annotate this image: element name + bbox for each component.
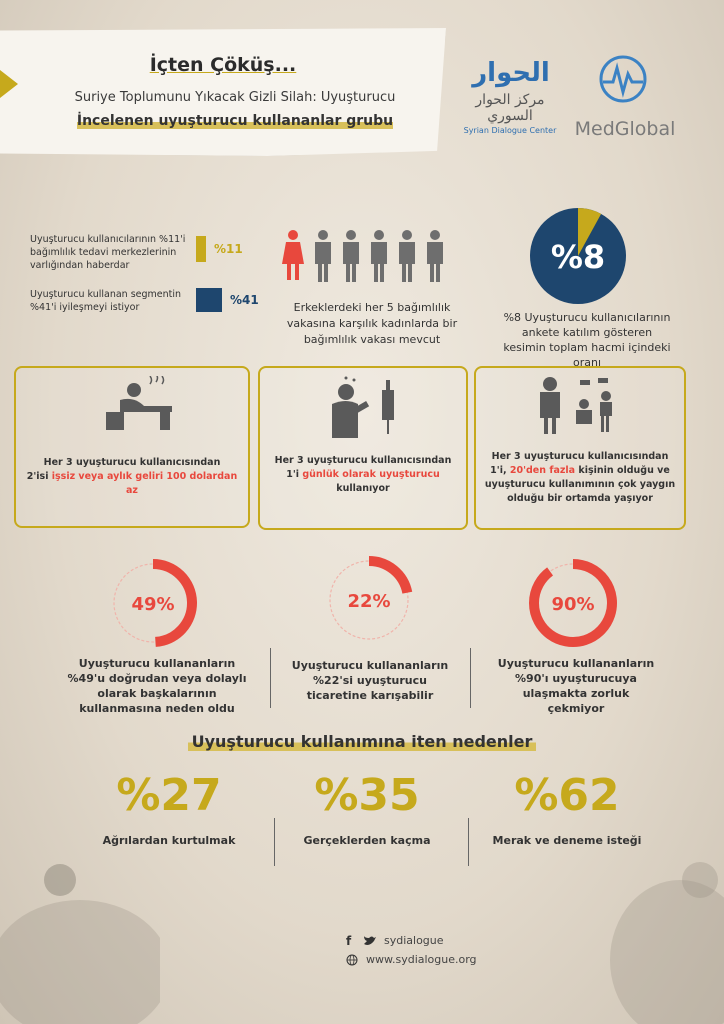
woman-icon [282,230,304,280]
reason-1-value: %27 [116,770,222,821]
man-icon-4 [399,230,415,282]
donut-22-text: Uyuşturucu kullananların %22'si uyuşturucu ticaretine karışabilir [291,659,449,702]
group-of-people-icon [536,374,626,436]
box-environment [474,366,686,530]
medglobal-name: MedGlobal [574,118,676,140]
box3-post: kişinin olduğu ve uyuşturucu kullanımının çok yaygın olduğu bir ortamda yaşıyor [484,465,676,504]
reason-2-value: %35 [314,770,420,821]
divider [468,818,469,866]
treatment-value: %11 [214,242,243,256]
recovery-value: %41 [230,293,259,307]
sdc-name: Syrian Dialogue Center [463,126,557,135]
sdc-logo: الحوار [472,58,550,88]
recovery-wish-text: Uyuşturucu kullanan segmentin %41'i iyileşmeyi istiyor [30,289,182,313]
donut-22-label: 22% [347,591,391,612]
reasons-title-text: Uyuşturucu kullanımına iten nedenler [188,732,537,751]
donut-90-label: 90% [551,594,595,615]
social-handle[interactable]: sydialogue [384,934,444,947]
box-daily-use [258,366,468,530]
recovery-bar [196,288,222,312]
survey-pie-chart [530,208,626,304]
man-icon-5 [427,230,443,282]
man-icon-1 [315,230,331,282]
donut-49-label: 49% [131,594,175,615]
man-icon-2 [343,230,359,282]
gender-ratio-text: Erkeklerdeki her 5 bağımlılık vakasına karşılık kadınlarda bir bağımlılık vakası mevcut [286,301,458,346]
box2-post: kullanıyor [336,483,390,494]
donut-22 [324,555,414,645]
box3-pre: Her 3 uyuşturucu kullanıcısından [491,451,669,462]
person-with-syringe-icon [324,374,404,438]
reason-3-value: %62 [514,770,620,821]
reason-2-label: Gerçeklerden kaçma [303,834,431,847]
treatment-awareness-text: Uyuşturucu kullanıcılarının %11'i bağımlılık tedavi merkezlerinin varlığından haberdar [30,234,186,271]
box2-highlight: günlük olarak uyuşturucu [302,469,440,480]
twitter-icon[interactable] [364,936,376,946]
gender-people-icons [280,228,460,288]
background-photo-left [0,830,160,1024]
reason-3-label: Merak ve deneme isteği [492,834,642,847]
donut-49-text: Uyuşturucu kullananların %49'u doğrudan veya dolaylı olarak başkalarının kullanmasına neden oldu [67,657,247,715]
divider [270,648,271,708]
donut-90-text: Uyuşturucu kullananların %90'ı uyuşturucuya ulaşmakta zorluk çekmiyor [497,657,655,715]
sdc-arabic-name: مركز الحوار السوري [475,92,545,124]
subtitle-highlight-text: İncelenen uyuşturucu kullananlar grubu [76,113,394,129]
man-icon-3 [371,230,387,282]
treatment-bar [196,236,206,262]
reasons-title [0,732,724,751]
pie-label: %8 [550,238,606,276]
box2-pre: Her 3 uyuşturucu kullanıcısından [274,455,452,466]
page-subtitle-highlight [30,113,440,129]
website-link[interactable]: www.sydialogue.org [366,953,477,966]
donut-49 [108,558,198,648]
page-subtitle: Suriye Toplumunu Yıkacak Gizli Silah: Uyuşturucu [74,90,396,105]
box-unemployed [14,366,250,528]
donut-22-arc [369,561,407,593]
facebook-icon[interactable]: f [346,934,352,948]
medglobal-logo-icon [598,54,648,104]
box3-mid: 1'i, [490,465,510,476]
box1-pre: Her 3 uyuşturucu kullanıcısından [43,457,221,468]
reason-1-label: Ağrılardan kurtulmak [102,834,236,847]
person-at-desk-icon [104,376,174,432]
box2-mid: 1'i [286,469,303,480]
globe-icon [346,954,358,966]
divider [470,648,471,708]
box1-highlight: işsiz veya aylık geliri 100 dolardan az [51,471,238,496]
page-title: İçten Çöküş... [149,54,297,76]
box3-highlight: 20'den fazla [509,465,576,476]
donut-90 [528,558,618,648]
background-photo-right [600,840,724,1024]
box1-mid: 2'isi [26,471,52,482]
survey-share-text: %8 Uyuşturucu kullanıcılarının ankete katılım gösteren kesimin toplam hacmi içindeki oranı [503,311,671,369]
